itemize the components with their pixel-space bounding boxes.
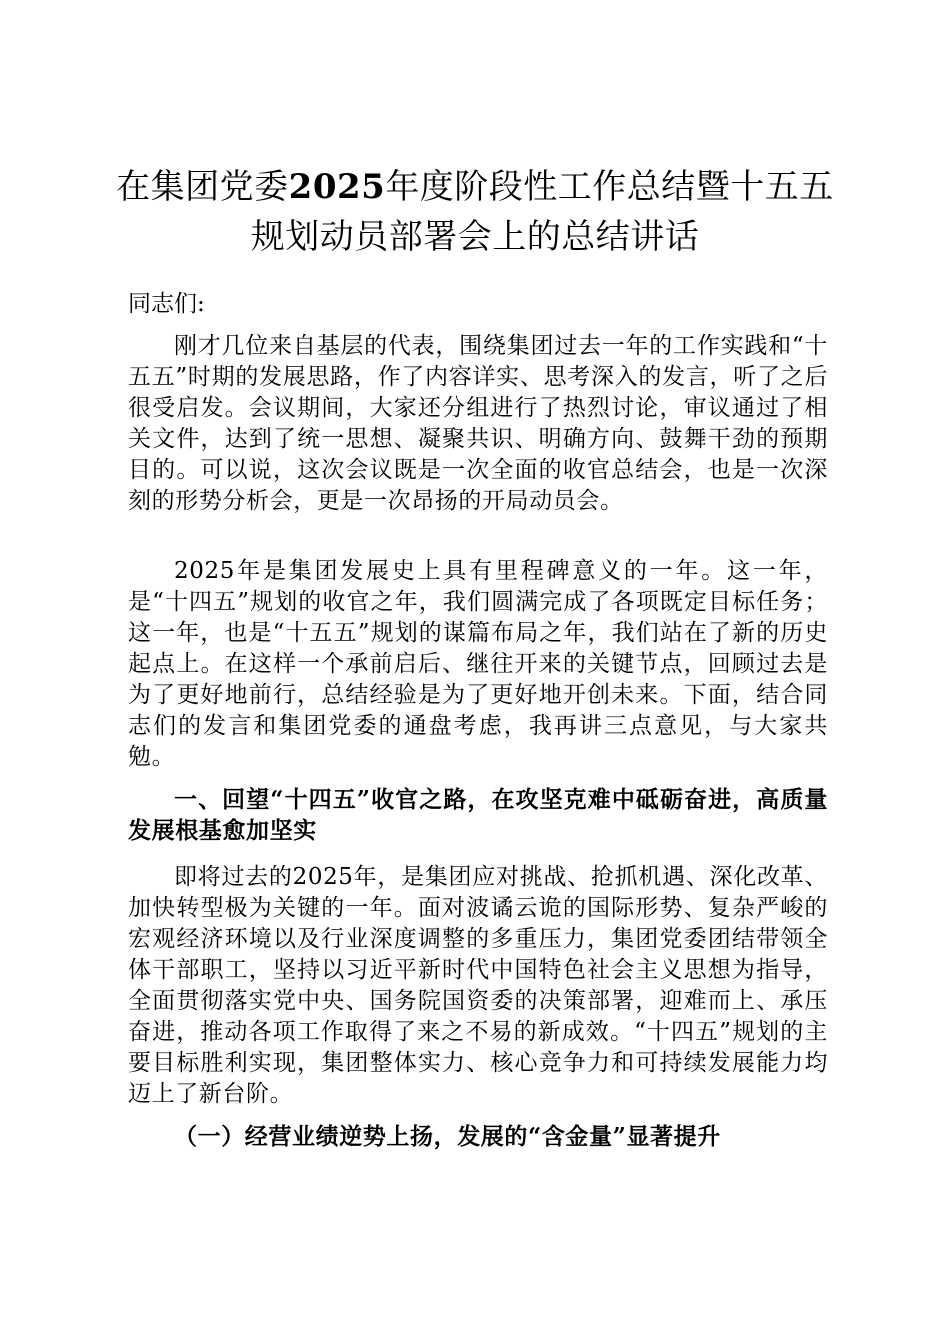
title-part1: 在集团党委: [116, 167, 289, 207]
paragraph-opening: 刚才几位来自基层的代表，围绕集团过去一年的工作实践和“十五五”时期的发展思路，作了内容详实、思考深入的发言，听了之后很受启发。会议期间，大家还分组进行了热烈讨论，审议通过了相关文件，达到了统一思想、凝聚共识、明确方向、鼓舞干劲的预期目的。可以说，这次会议既是一次全面的收官总结会，也是一次深刻的形势分析会，更是一次昂扬的开局动员会。: [128, 333, 828, 514]
paragraph-year-overview: 2025年是集团发展史上具有里程碑意义的一年。这一年，是“十四五”规划的收官之年，我们圆满完成了各项既定目标任务；这一年，也是“十五五”规划的谋篇布局之年，我们站在了新的历史起点上。在这样一个承前启后、继往开来的关键节点，回顾过去是为了更好地前行，总结经验是为了更好地开创未来。下面，结合同志们的发言和集团党委的通盘考虑，我再讲三点意见，与大家共勉。: [128, 558, 828, 770]
paragraph-review: 即将过去的2025年，是集团应对挑战、抢抓机遇、深化改革、加快转型极为关键的一年。面对波谲云诡的国际形势、复杂严峻的宏观经济环境以及行业深度调整的多重压力，集团党委团结带领全体干部职工，坚持以习近平新时代中国特色社会主义思想为指导，全面贯彻落实党中央、国务院国资委的决策部署，迎难而上、承压奋进，推动各项工作取得了来之不易的新成效。“十四五”规划的主要目标胜利实现，集团整体实力、核心竞争力和可持续发展能力均迈上了新台阶。: [128, 864, 828, 1107]
document-title: [110, 162, 840, 262]
salutation: 同志们:: [128, 291, 205, 317]
section-heading-1: 一、回望“十四五”收官之路，在攻坚克难中砥砺奋进，高质量发展根基愈加坚实: [128, 786, 828, 844]
subsection-heading-1: （一）经营业绩逆势上扬，发展的“含金量”显著提升: [174, 1123, 721, 1150]
title-year: 2025: [288, 167, 386, 207]
title-part2: 年度阶段性工作总结暨十五五规划动员部署会上的总结讲话: [250, 167, 834, 257]
